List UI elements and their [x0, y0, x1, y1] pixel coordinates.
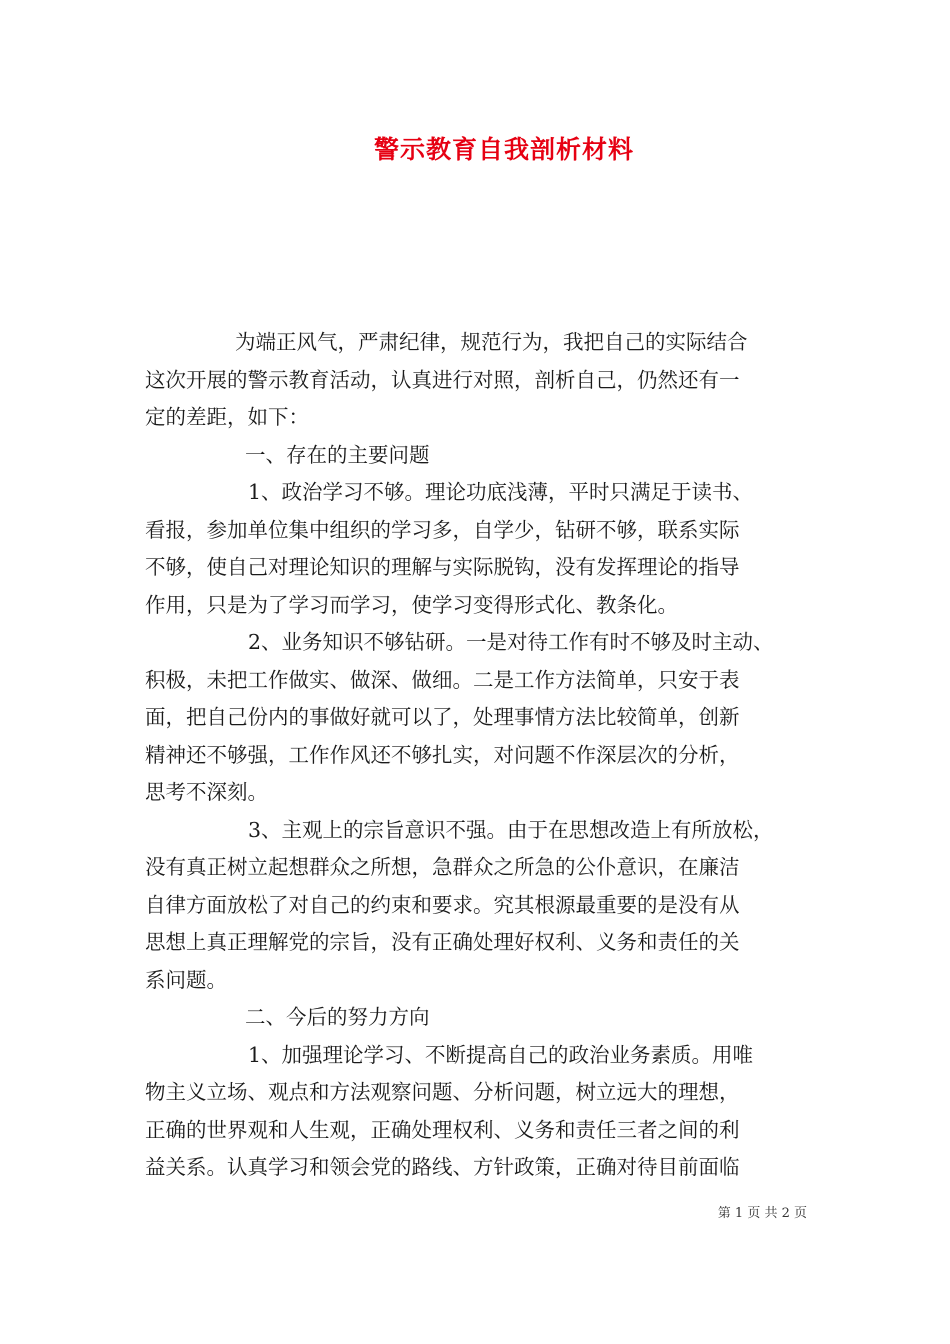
document-title: 警示教育自我剖析材料 [373, 135, 634, 164]
body-line: 思考不深刻。 [145, 780, 268, 804]
body-line: 2、业务知识不够钻研。一是对待工作有时不够及时主动、 [248, 630, 774, 654]
document-body [145, 324, 809, 1187]
body-line: 益关系。认真学习和领会党的路线、方针政策，正确对待目前面临 [145, 1155, 740, 1179]
body-line: 为端正风气，严肃纪律，规范行为，我把自己的实际结合 [235, 330, 748, 354]
body-line: 看报，参加单位集中组织的学习多，自学少，钻研不够，联系实际 [145, 517, 740, 542]
body-line: 面，把自己份内的事做好就可以了，处理事情方法比较简单，创新 [145, 705, 740, 729]
body-line: 1、政治学习不够。理论功底浅薄，平时只满足于读书、 [248, 480, 754, 504]
section-heading: 一、存在的主要问题 [245, 442, 430, 467]
body-line: 没有真正树立起想群众之所想，急群众之所急的公仆意识，在廉洁 [145, 855, 740, 879]
page-footer [718, 1205, 807, 1223]
page-number: 第 1 页 共 2 页 [717, 1206, 807, 1221]
body-line: 这次开展的警示教育活动，认真进行对照，剖析自己，仍然还有一 [145, 367, 740, 392]
body-line: 3、主观上的宗旨意识不强。由于在思想改造上有所放松， [248, 817, 774, 842]
section-heading: 二、今后的努力方向 [245, 1005, 430, 1029]
body-line: 物主义立场、观点和方法观察问题、分析问题，树立远大的理想， [145, 1080, 740, 1104]
body-line: 思想上真正理解党的宗旨，没有正确处理好权利、义务和责任的关 [145, 930, 740, 954]
body-line: 正确的世界观和人生观，正确处理权利、义务和责任三者之间的利 [145, 1117, 740, 1142]
body-line: 积极，未把工作做实、做深、做细。二是工作方法简单，只安于表 [145, 667, 740, 692]
body-line: 系问题。 [145, 967, 227, 992]
body-line: 作用，只是为了学习而学习，使学习变得形式化、教条化。 [145, 592, 678, 617]
body-line: 定的差距，如下： [145, 405, 309, 429]
body-line: 不够，使自己对理论知识的理解与实际脱钩，没有发挥理论的指导 [145, 555, 740, 579]
body-line: 自律方面放松了对自己的约束和要求。究其根源最重要的是没有从 [145, 892, 740, 917]
body-line: 1、加强理论学习、不断提高自己的政治业务素质。用唯 [248, 1042, 754, 1067]
body-line: 精神还不够强，工作作风还不够扎实，对问题不作深层次的分析， [145, 742, 740, 767]
